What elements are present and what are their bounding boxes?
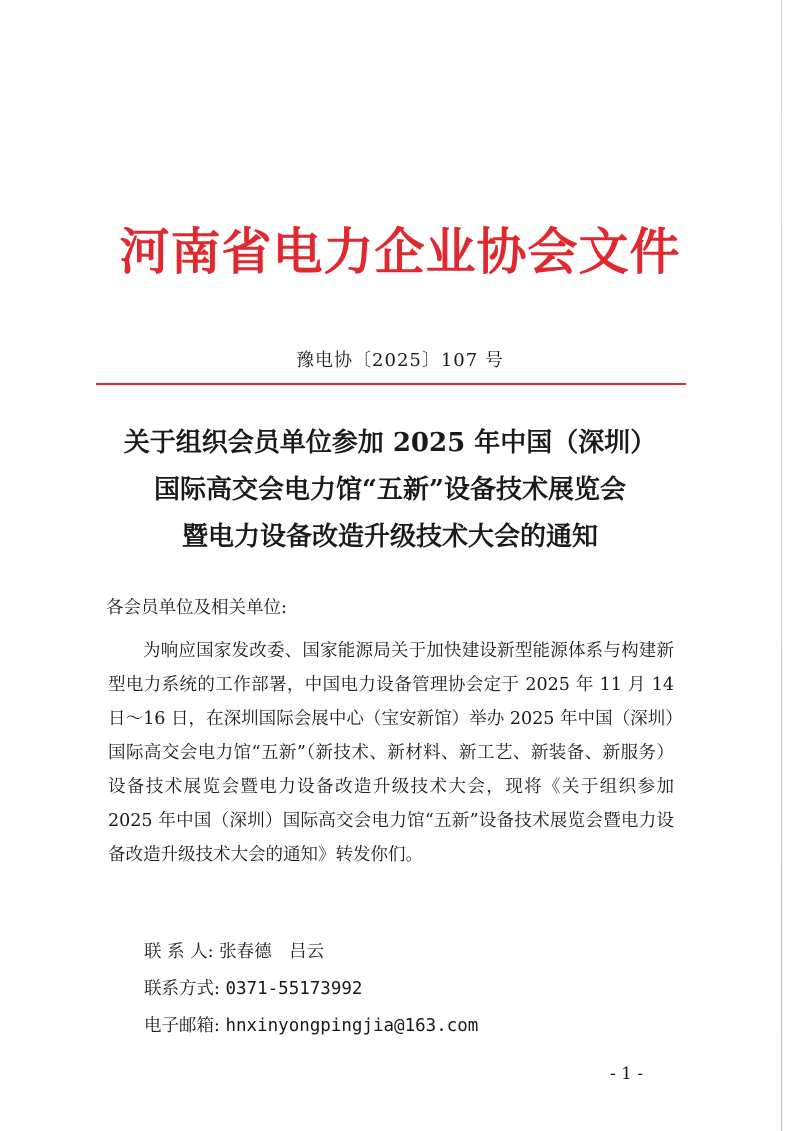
contact-phone: [144, 975, 362, 1000]
document-number: 豫电协〔2025〕107 号: [296, 350, 504, 371]
contact-phone-label: 联系方式:: [144, 979, 220, 999]
notice-title-line: 国际高交会电力馆“五新”设备技术展览会: [154, 475, 626, 505]
red-divider: [96, 383, 686, 385]
notice-title-line: 关于组织会员单位参加 2025 年中国（深圳）: [123, 428, 657, 458]
org-title: 河南省电力企业协会文件: [119, 222, 681, 281]
contact-person-label: 联 系 人:: [144, 942, 214, 962]
contact-email: [144, 1012, 478, 1037]
salutation: 各会员单位及相关单位:: [106, 598, 287, 618]
notice-title-line: 暨电力设备改造升级技术大会的通知: [181, 522, 598, 552]
notice-title: [90, 420, 690, 561]
notice-body: 为响应国家发改委、国家能源局关于加快建设新型能源体系与构建新型电力系统的工作部署，中国电力设备管理协会定于 2025 年 11 月 14 日～16 日，在深圳国际会展中心（宝安新馆）举办 2025 年中国（深圳）国际高交会电力馆“五新”（新技术、新材料、新工艺、新装备、新服务）设备技术展览会暨电力设备改造升级技术大会，现将《关于组织参加 2025 年中国（深圳）国际高交会电力馆“五新”设备技术展览会暨电力设备改造升级技术大会的通知》转发你们。: [108, 641, 674, 865]
page-number: - 1 -: [610, 1064, 644, 1084]
scan-edge-line: [781, 0, 782, 1131]
contact-person-value: 张春德 吕云: [219, 942, 325, 962]
contact-phone-value: 0371-55173992: [225, 979, 363, 999]
contact-email-label: 电子邮箱:: [144, 1016, 220, 1036]
contact-person: [144, 938, 324, 963]
contact-email-value: hnxinyongpingjia@163.com: [225, 1016, 479, 1036]
